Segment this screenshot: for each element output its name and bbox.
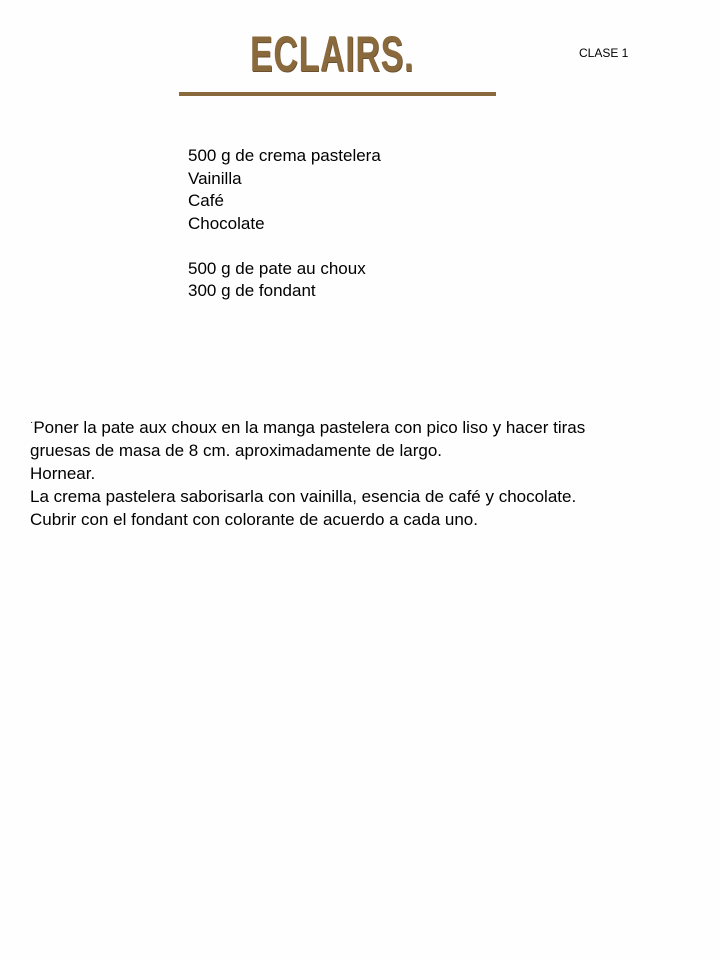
ingredient-line: 300 g de fondant [188,281,316,300]
instruction-line: Cubrir con el fondant con colorante de acuerdo a cada uno. [30,510,478,529]
ingredient-line: Chocolate [188,213,265,233]
page-title: ECLAIRS. [250,26,415,82]
ingredient-line: 500 g de crema pastelera [188,146,381,165]
instruction-line [30,416,710,439]
instruction-text: Poner la pate aux choux en la manga pastelera con pico liso y hacer tiras [33,418,586,437]
ingredients-list [188,145,381,303]
instruction-line: Hornear. [30,464,96,483]
title-underline [179,92,496,96]
instructions-block [30,416,710,531]
ingredient-line: 500 g de pate au choux [188,258,366,278]
class-label: CLASE 1 [579,46,629,60]
ingredient-line: Vainilla [188,168,242,188]
instruction-line: gruesas de masa de 8 cm. aproximadamente de largo. [30,441,443,460]
instruction-line: La crema pastelera saborisarla con vainilla, esencia de café y chocolate. [30,487,577,506]
ingredient-spacer [188,235,381,258]
bullet-icon: · [30,417,34,428]
ingredient-line: Café [188,191,224,210]
